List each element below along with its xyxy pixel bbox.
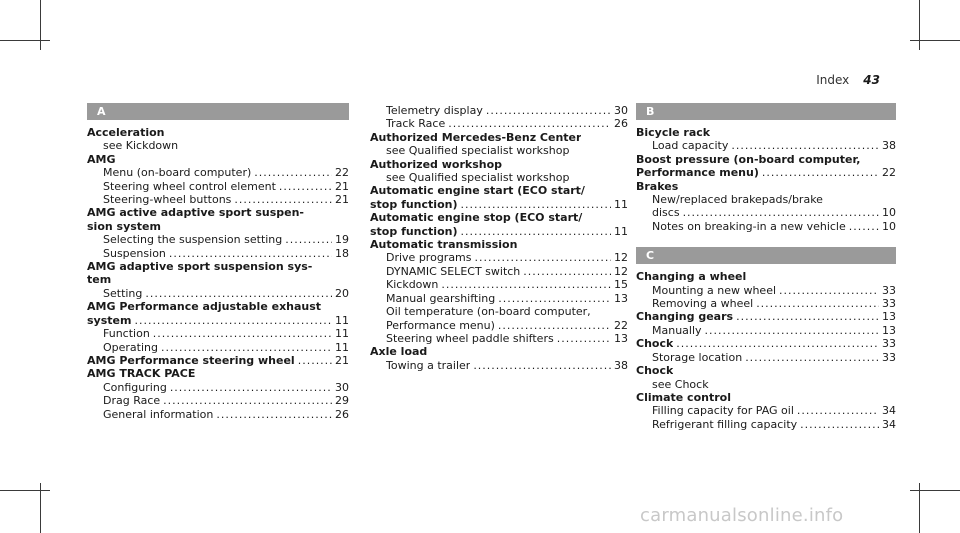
subitem-page-link[interactable]: 13 [882,323,896,337]
leader-dots [163,394,332,407]
entry-heading [636,270,896,283]
entry-page-link[interactable]: 11 [335,313,349,327]
entry-heading-text: AMG adaptive sport suspension sys- [87,260,313,274]
subitem-text: Towing a trailer [386,358,471,372]
entry-heading [87,367,349,380]
entry-heading [87,260,349,287]
section-header-c: C [636,247,896,264]
entry-heading-text: stop function) [370,197,458,211]
entry-page-link[interactable]: 11 [614,197,628,211]
subitem-page-link[interactable]: 19 [335,233,349,247]
entry-heading-line [370,225,628,238]
header-label: Index [816,73,850,87]
subitem-text: Steering-wheel buttons [103,193,232,207]
index-entry [370,158,628,185]
entry-heading-text: AMG [87,152,116,166]
entry-subitem [370,305,628,332]
entry-heading-text: Brakes [636,179,679,193]
entry-subitem [636,297,896,310]
subitem-page-link[interactable]: 30 [335,380,349,394]
leader-dots [762,166,879,179]
entry-subitem [370,265,628,278]
entry-subitem [370,359,628,372]
section-gap [636,233,896,247]
entry-cross-reference[interactable]: see Chock [652,377,709,391]
subitem-page-link[interactable]: 26 [335,407,349,421]
subitem-text: Manual gearshifting [386,291,496,305]
entry-subitem [636,139,896,152]
entry-subitem [87,193,349,206]
entry-heading [636,364,896,377]
leader-dots [234,193,332,206]
entry-heading-text: Acceleration [87,126,165,139]
entry-subitem [370,292,628,305]
entry-page-link[interactable]: 13 [882,310,896,324]
index-entry [636,126,896,153]
leader-dots [134,314,332,327]
index-entry [370,104,628,131]
subitem-page-link[interactable]: 22 [335,166,349,180]
entry-heading-text: AMG TRACK PACE [87,367,196,381]
subitem-page-link[interactable]: 12 [614,264,628,278]
entry-heading [87,126,349,139]
subitem-text: Storage location [652,350,743,364]
page-header [816,73,880,87]
index-entry [87,153,349,207]
subitem-text: Track Race [386,117,446,131]
entry-subitem [636,351,896,364]
leader-dots [170,381,332,394]
subitem-page-link[interactable]: 33 [882,283,896,297]
entry-heading [370,211,628,238]
entry-heading [636,337,896,350]
entry-heading-line [87,314,349,327]
subitem-text: General information [103,407,214,421]
entry-heading [636,153,896,180]
subitem-text: Steering wheel paddle shifters [386,331,554,345]
entry-heading-text: Axle load [370,345,428,359]
subitem-page-link[interactable]: 26 [614,117,628,131]
subitem-text: New/replaced brakepads/brake [652,193,823,207]
entry-heading-text: AMG active adaptive sport suspen- [87,206,304,220]
subitem-text: Setting [103,286,143,300]
page-number: 43 [863,73,880,87]
watermark: carmanualsonline.info [640,505,844,526]
leader-dots [254,166,332,179]
entry-heading-text: Changing a wheel [636,270,747,284]
entry-subitem [87,166,349,179]
section-header-b: B [636,103,896,120]
index-entry [87,354,349,367]
leader-dots [145,287,332,300]
subitem-text: Load capacity [652,139,729,153]
index-entry [370,211,628,238]
entry-heading [370,158,628,171]
entry-heading [636,310,896,323]
subitem-text: discs [652,206,680,220]
subitem-page-link[interactable]: 20 [335,286,349,300]
entry-heading-text: AMG Performance adjustable exhaust [87,300,322,314]
leader-dots [731,139,879,152]
index-column-1 [87,103,349,421]
leader-dots [797,404,879,417]
subitem-page-link[interactable]: 15 [614,278,628,292]
entry-heading-text: Authorized Mercedes-Benz Center [370,130,582,144]
entry-subitem [636,220,896,233]
entry-subitem [636,404,896,417]
entry-heading-text: Performance menu) [636,166,759,180]
subitem-page-link[interactable]: 12 [614,251,628,265]
subitem-text: Selecting the suspension setting [103,233,283,247]
leader-dots [298,354,332,367]
subitem-text: Steering wheel control element [103,179,276,193]
leader-dots [523,265,611,278]
entry-heading-text: Climate control [636,390,731,404]
section-header-a: A [87,103,349,120]
leader-dots [498,292,611,305]
subitem-page-link[interactable]: 10 [882,206,896,220]
subitem-page-link[interactable]: 38 [614,358,628,372]
index-entry [87,260,349,300]
subitem-text: Menu (on-board computer) [103,166,252,180]
entry-heading-text: Bicycle rack [636,126,711,139]
index-entry [370,238,628,345]
subitem-page-link[interactable]: 13 [614,291,628,305]
index-entry [370,184,628,211]
index-entry [636,270,896,310]
subitem-text: Performance menu) [386,318,495,332]
leader-dots [736,310,879,323]
subitem-text: Refrigerant filling capacity [652,417,798,431]
leader-dots [498,319,611,332]
entry-cross-reference[interactable]: see Qualified specialist workshop [386,144,570,158]
subitem-text: Filling capacity for PAG oil [652,404,794,418]
subitem-text: Drag Race [103,394,161,408]
crop-mark [0,490,50,491]
entry-heading-text: Automatic engine stop (ECO start/ [370,211,583,225]
entry-heading [636,180,896,193]
entry-heading-text: Automatic engine start (ECO start/ [370,184,585,198]
leader-dots [216,408,332,421]
subitem-page-link[interactable]: 13 [614,331,628,345]
entry-heading-text: Automatic transmission [370,238,518,252]
index-entry [87,126,349,153]
entry-heading-text: AMG Performance steering wheel [87,353,295,367]
entry-subitem [87,233,349,246]
entry-subitem [87,247,349,260]
subitem-page-link[interactable]: 33 [882,297,896,311]
index-entry [370,345,628,372]
subitem-page-link[interactable]: 21 [335,179,349,193]
leader-dots [460,225,611,238]
crop-mark [40,0,41,50]
subitem-line [652,206,896,219]
leader-dots [486,104,611,117]
subitem-text: Removing a wheel [652,297,754,311]
leader-dots [676,337,879,350]
index-entry [87,300,349,354]
subitem-line [386,319,628,332]
index-entry [636,180,896,234]
leader-dots [745,351,879,364]
subitem-page-link[interactable]: 29 [335,394,349,408]
subitem-text: Notes on breaking-in a new vehicle [652,219,846,233]
index-entry [370,131,628,158]
crop-mark [0,40,50,41]
entry-subitem [87,381,349,394]
entry-subitem [87,180,349,193]
entry-heading [87,300,349,327]
entry-cross-reference[interactable]: see Qualified specialist workshop [386,171,570,185]
index-entry [636,310,896,337]
entry-heading [370,184,628,211]
subitem-text: Manually [652,323,702,337]
subitem-page-link[interactable]: 11 [335,340,349,354]
subitem-text: Suspension [103,246,166,260]
crop-mark [910,40,960,41]
entry-page-link[interactable]: 11 [614,224,628,238]
entry-heading [87,206,349,233]
index-entry [636,364,896,391]
leader-dots [849,220,879,233]
subitem-text: Drive programs [386,251,472,265]
subitem-page-link[interactable]: 18 [335,246,349,260]
leader-dots [279,180,332,193]
entry-cross-reference[interactable]: see Kickdown [103,139,179,153]
entry-subitem [87,408,349,421]
leader-dots [705,324,879,337]
subitem-page-link[interactable]: 10 [882,219,896,233]
subitem-page-link[interactable]: 22 [614,318,628,332]
index-column-3 [636,103,896,431]
entry-heading [370,131,628,144]
subitem-text: Kickdown [386,278,439,292]
leader-dots [557,332,611,345]
entry-heading [87,153,349,166]
entry-heading-text: Chock [636,337,674,351]
subitem-text: Configuring [103,380,167,394]
leader-dots [169,247,332,260]
crop-mark [910,490,960,491]
subitem-page-link[interactable]: 38 [882,139,896,153]
entry-subitem [370,251,628,264]
crop-mark [919,483,920,533]
entry-subitem [87,341,349,354]
index-column-2 [370,104,628,372]
leader-dots [285,233,332,246]
subitem-text: Mounting a new wheel [652,283,777,297]
entry-subitem [370,117,628,130]
entry-heading-line [370,198,628,211]
entry-heading-text: sion system [87,219,161,233]
entry-subitem [87,394,349,407]
entry-heading-text: Boost pressure (on-board computer, [636,152,861,166]
entry-subitem [636,418,896,431]
entry-subitem [87,327,349,340]
leader-dots [473,359,611,372]
leader-dots [779,284,879,297]
entry-heading [87,354,349,367]
entry-subitem [370,278,628,291]
entry-subitem [370,332,628,345]
subitem-text: Oil temperature (on-board computer, [386,305,591,319]
entry-subitem [636,284,896,297]
entry-subitem [370,104,628,117]
subitem-page-link[interactable]: 34 [882,404,896,418]
leader-dots [756,297,879,310]
subitem-page-link[interactable]: 21 [335,193,349,207]
subitem-text: Operating [103,340,158,354]
leader-dots [475,251,611,264]
subitem-text: Function [103,327,150,341]
leader-dots [161,341,332,354]
leader-dots [441,278,611,291]
index-entry [87,206,349,260]
entry-subitem [636,324,896,337]
entry-heading-text: system [87,313,132,327]
leader-dots [683,206,879,219]
entry-heading-text: Changing gears [636,310,734,324]
index-entry [636,391,896,431]
entry-heading-text: stop function) [370,224,458,238]
subitem-page-link[interactable]: 34 [882,417,896,431]
crop-mark [40,483,41,533]
entry-heading-text: tem [87,273,112,287]
subitem-page-link[interactable]: 11 [335,327,349,341]
entry-page-link[interactable]: 21 [335,353,349,367]
entry-subitem [636,193,896,220]
leader-dots [460,198,611,211]
entry-heading-text: Chock [636,364,674,378]
subitem-page-link[interactable]: 33 [882,350,896,364]
entry-subitem [87,287,349,300]
subitem-text: DYNAMIC SELECT switch [386,264,521,278]
entry-heading-text: Authorized workshop [370,157,503,171]
leader-dots [153,327,332,340]
entry-heading [370,345,628,358]
index-entry [87,367,349,421]
leader-dots [448,117,611,130]
entry-heading [636,126,896,139]
index-entry [636,153,896,180]
entry-page-link[interactable]: 22 [882,166,896,180]
crop-mark [919,0,920,50]
leader-dots [800,418,879,431]
subitem-page-link[interactable]: 30 [614,104,628,117]
index-entry [636,337,896,364]
subitem-text: Telemetry display [386,104,483,117]
entry-page-link[interactable]: 33 [882,337,896,351]
entry-heading-line [636,166,896,179]
entry-heading [370,238,628,251]
entry-heading [636,391,896,404]
